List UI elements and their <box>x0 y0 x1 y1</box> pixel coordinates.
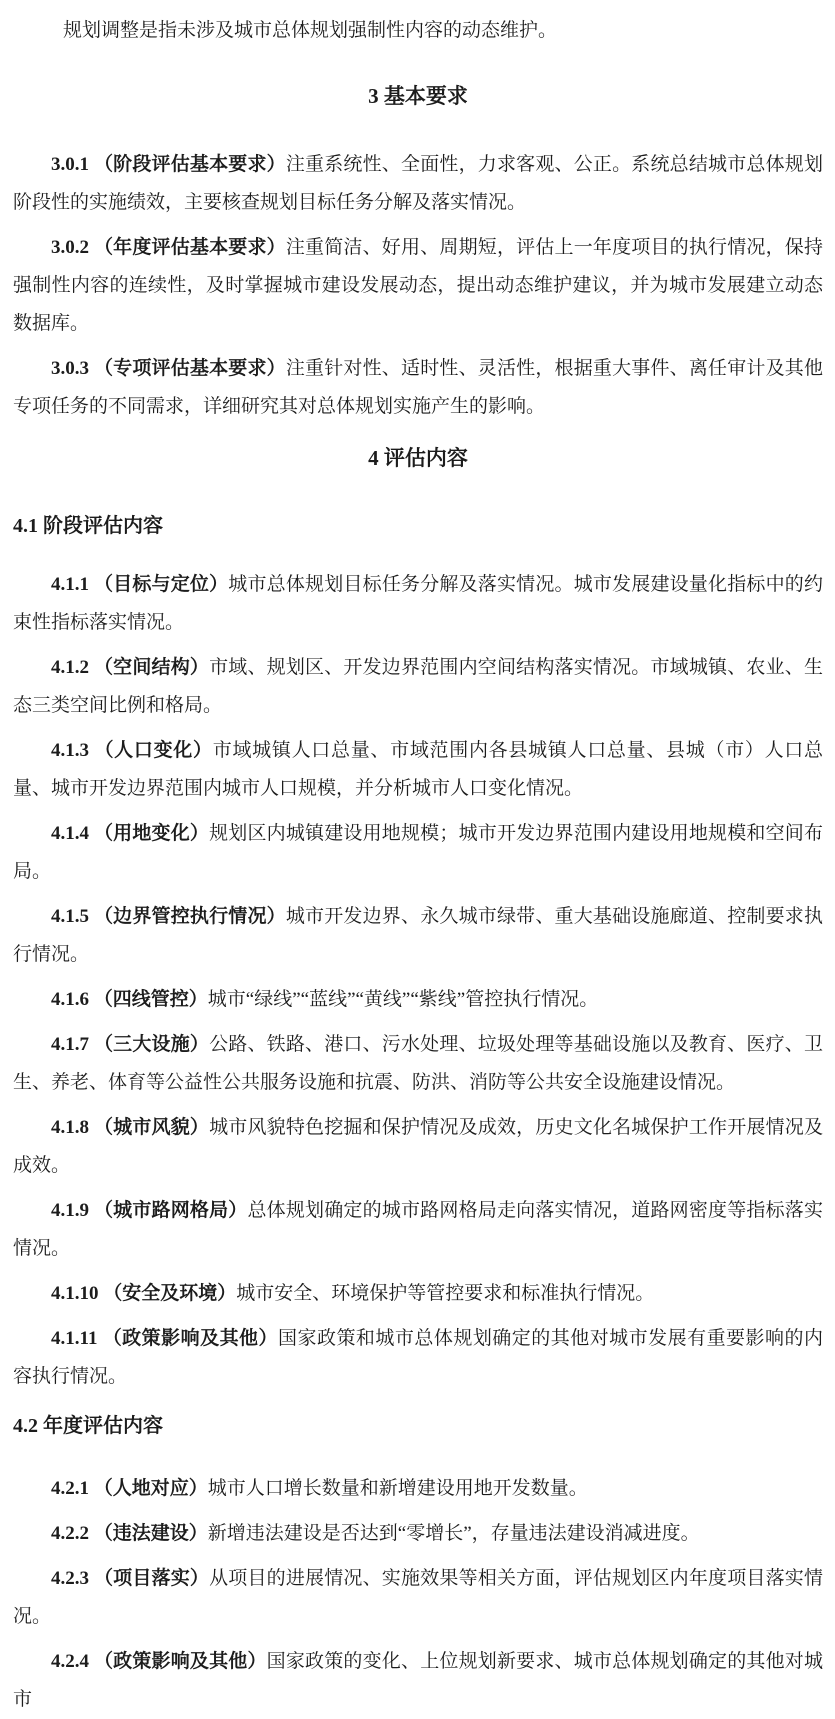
clause-title: （年度评估基本要求） <box>93 237 286 258</box>
clause-4-1-10-head <box>51 1283 236 1304</box>
clause-body: 城市风貌特色挖掘和保护情况及成效，历史文化名城保护工作开展情况及成效。 <box>13 1117 823 1176</box>
clause-4-1-11-head <box>51 1328 278 1349</box>
intro-text: 规划调整是指未涉及城市总体规划强制性内容的动态维护。 <box>63 20 558 41</box>
clause-4-1-1 <box>13 566 823 642</box>
clause-title: （城市路网格局） <box>93 1200 248 1221</box>
clause-4-1-4-head <box>51 823 209 844</box>
clause-3-0-3-head <box>51 358 286 379</box>
clause-body: 总体规划确定的城市路网格局走向落实情况，道路网密度等指标落实情况。 <box>13 1200 823 1259</box>
clause-body: 从项目的进展情况、实施效果等相关方面，评估规划区内年度项目落实情况。 <box>13 1568 823 1627</box>
clause-body: 城市人口增长数量和新增建设用地开发数量。 <box>207 1478 588 1499</box>
clause-title: （人地对应） <box>93 1478 208 1499</box>
clause-3-0-3 <box>13 350 823 426</box>
clause-4-1-2 <box>13 649 823 725</box>
clause-4-2-3-head <box>51 1568 209 1589</box>
clause-4-1-11 <box>13 1320 823 1396</box>
clause-4-1-3-head <box>51 740 213 761</box>
clause-title: （政策影响及其他） <box>102 1328 279 1349</box>
clause-title: （三大设施） <box>93 1034 210 1055</box>
clause-3-0-2-head <box>51 237 286 258</box>
clause-4-1-5-head <box>51 906 286 927</box>
clause-number: 4.1.8 <box>51 1117 89 1138</box>
clause-number: 4.2.1 <box>51 1478 89 1499</box>
intro-paragraph <box>13 12 823 50</box>
clause-4-2-1-head <box>51 1478 208 1499</box>
chapter-4-heading: 4 评估内容 <box>368 446 468 470</box>
clause-number: 4.1.10 <box>51 1283 99 1304</box>
clause-4-2-3 <box>13 1560 823 1636</box>
clause-body: 注重简洁、好用、周期短，评估上一年度项目的执行情况，保持强制性内容的连续性，及时掌握城市建设发展动态，提出动态维护建议，并为城市发展建立动态数据库。 <box>13 237 823 334</box>
clause-4-2-4 <box>13 1643 823 1719</box>
clause-4-1-2-head <box>51 657 209 678</box>
section-4-2-heading: 4.2 年度评估内容 <box>13 1415 163 1437</box>
clause-number: 3.0.3 <box>51 358 89 379</box>
clause-title: （空间结构） <box>93 657 210 678</box>
clause-4-1-1-head <box>51 574 228 595</box>
section-4-1-heading: 4.1 阶段评估内容 <box>13 515 163 537</box>
clause-title: （安全及环境） <box>103 1283 237 1304</box>
clause-body: 市域城镇人口总量、市域范围内各县城镇人口总量、县城（市）人口总量、城市开发边界范围内城市人口规模，并分析城市人口变化情况。 <box>13 740 823 799</box>
clause-body: 国家政策和城市总体规划确定的其他对城市发展有重要影响的内容执行情况。 <box>13 1328 823 1387</box>
clause-title: （项目落实） <box>93 1568 210 1589</box>
clause-number: 4.2.2 <box>51 1523 89 1544</box>
clause-4-2-1 <box>13 1470 823 1508</box>
clause-title: （专项评估基本要求） <box>93 358 286 379</box>
clause-4-1-5 <box>13 898 823 974</box>
clause-4-2-4-head <box>51 1651 267 1672</box>
clause-number: 4.1.9 <box>51 1200 89 1221</box>
clause-body: 新增违法建设是否达到“零增长”，存量违法建设消减进度。 <box>207 1523 700 1544</box>
clause-4-1-8 <box>13 1109 823 1185</box>
clause-number: 3.0.2 <box>51 237 89 258</box>
clause-number: 3.0.1 <box>51 154 89 175</box>
clause-3-0-1 <box>13 146 823 222</box>
clause-number: 4.2.4 <box>51 1651 89 1672</box>
clause-3-0-2 <box>13 229 823 343</box>
clause-title: （边界管控执行情况） <box>93 906 286 927</box>
clause-3-0-1-head <box>51 154 286 175</box>
clause-4-1-4 <box>13 815 823 891</box>
clause-body: 城市开发边界、永久城市绿带、重大基础设施廊道、控制要求执行情况。 <box>13 906 823 965</box>
clause-body: 规划区内城镇建设用地规模；城市开发边界范围内建设用地规模和空间布局。 <box>13 823 823 882</box>
clause-number: 4.1.3 <box>51 740 89 761</box>
clause-body: 注重系统性、全面性，力求客观、公正。系统总结城市总体规划阶段性的实施绩效，主要核查规划目标任务分解及落实情况。 <box>13 154 823 213</box>
clause-4-1-7 <box>13 1026 823 1102</box>
clause-4-2-2-head <box>51 1523 208 1544</box>
clause-title: （政策影响及其他） <box>93 1651 267 1672</box>
clause-title: （人口变化） <box>94 740 213 761</box>
clause-4-1-8-head <box>51 1117 209 1138</box>
clause-body: 国家政策的变化、上位规划新要求、城市总体规划确定的其他对城市 <box>13 1651 823 1710</box>
clause-number: 4.1.7 <box>51 1034 89 1055</box>
clause-title: （阶段评估基本要求） <box>93 154 286 175</box>
clause-number: 4.1.2 <box>51 657 89 678</box>
clause-body: 公路、铁路、港口、污水处理、垃圾处理等基础设施以及教育、医疗、卫生、养老、体育等公益性公共服务设施和抗震、防洪、消防等公共安全设施建设情况。 <box>13 1034 823 1093</box>
chapter-3-heading: 3 基本要求 <box>368 84 468 108</box>
clause-4-1-6-head <box>51 989 208 1010</box>
clause-4-1-9-head <box>51 1200 247 1221</box>
clause-4-1-10 <box>13 1275 823 1313</box>
clause-number: 4.1.1 <box>51 574 89 595</box>
clause-body: 市域、规划区、开发边界范围内空间结构落实情况。市域城镇、农业、生态三类空间比例和格局。 <box>13 657 823 716</box>
clause-number: 4.1.5 <box>51 906 89 927</box>
clause-title: （城市风貌） <box>93 1117 210 1138</box>
clause-4-1-7-head <box>51 1034 209 1055</box>
clause-body: 城市“绿线”“蓝线”“黄线”“紫线”管控执行情况。 <box>207 989 599 1010</box>
clause-body: 城市安全、环境保护等管控要求和标准执行情况。 <box>236 1283 655 1304</box>
clause-body: 注重针对性、适时性、灵活性，根据重大事件、离任审计及其他专项任务的不同需求，详细研究其对总体规划实施产生的影响。 <box>13 358 823 417</box>
clause-4-1-3 <box>13 732 823 808</box>
clause-number: 4.2.3 <box>51 1568 89 1589</box>
clause-4-1-9 <box>13 1192 823 1268</box>
clause-title: （用地变化） <box>93 823 210 844</box>
clause-title: （四线管控） <box>93 989 208 1010</box>
clause-title: （目标与定位） <box>93 574 229 595</box>
clause-number: 4.1.11 <box>51 1328 98 1349</box>
clause-body: 城市总体规划目标任务分解及落实情况。城市发展建设量化指标中的约束性指标落实情况。 <box>13 574 823 633</box>
clause-4-1-6 <box>13 981 823 1019</box>
clause-number: 4.1.4 <box>51 823 89 844</box>
clause-number: 4.1.6 <box>51 989 89 1010</box>
clause-title: （违法建设） <box>93 1523 208 1544</box>
clause-4-2-2 <box>13 1515 823 1553</box>
